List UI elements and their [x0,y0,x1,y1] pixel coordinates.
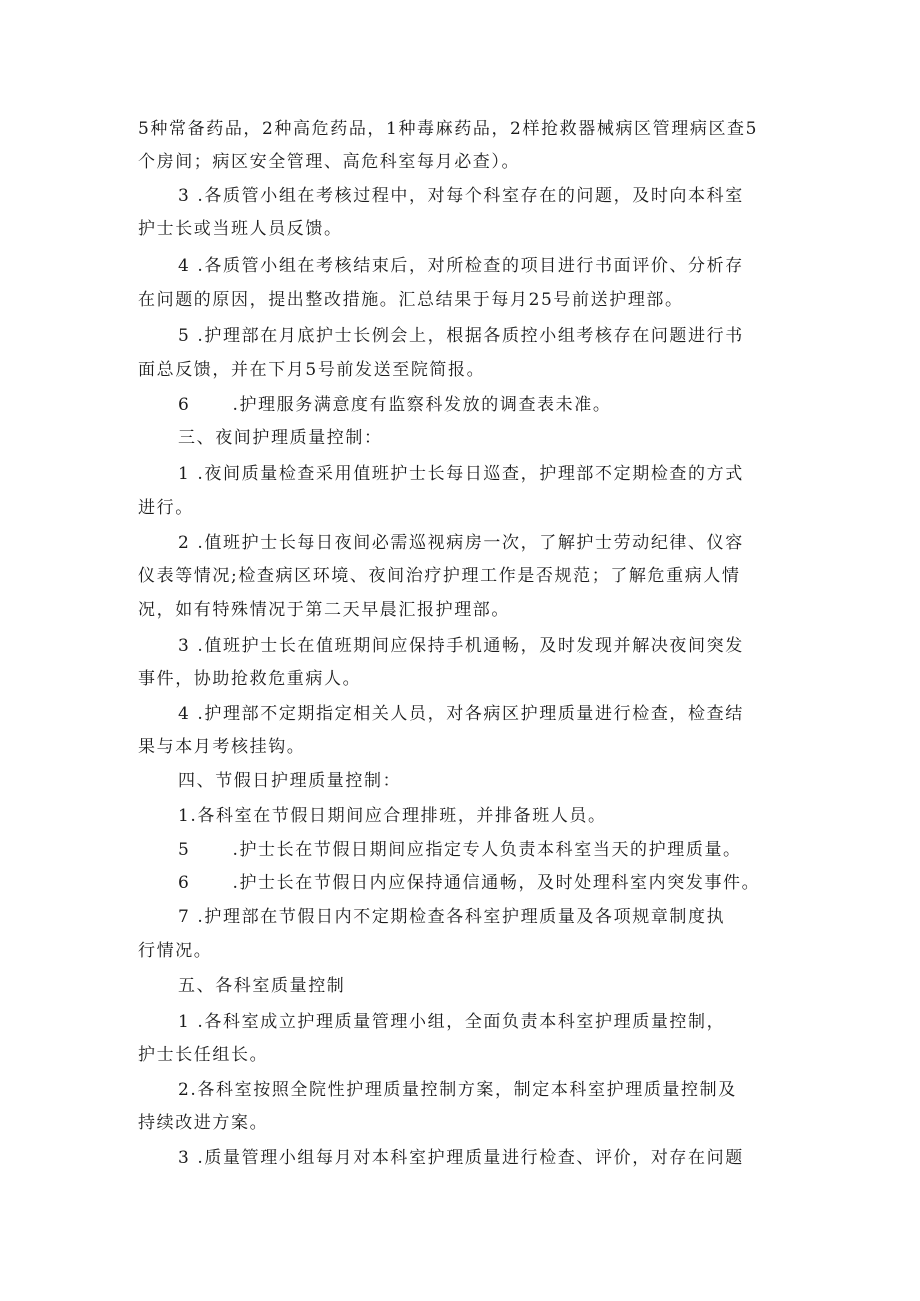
paragraph-line: 护士长任组长。 [138,1045,269,1065]
paragraph-line: 行情况。 [138,941,213,961]
paragraph-line: 1.各科室在节假日期间应合理排班，并排备班人员。 [178,806,607,826]
paragraph-line: 4 .护理部不定期指定相关人员，对各病区护理质量进行检查，检查结 [178,704,744,724]
paragraph-line: 2 .值班护士长每日夜间必需巡视病房一次，了解护士劳动纪律、仪容 [178,533,744,553]
paragraph-line: 2.各科室按照全院性护理质量控制方案，制定本科室护理质量控制及 [178,1080,737,1100]
paragraph-line: 况，如有特殊情况于第二天早晨汇报护理部。 [138,600,510,620]
paragraph-line: 仪表等情况;检查病区环境、夜间治疗护理工作是否规范；了解危重病人情 [138,566,741,586]
paragraph-line: 事件，协助抢救危重病人。 [138,669,362,689]
paragraph-line: 1 .各科室成立护理质量管理小组，全面负责本科室护理质量控制， [178,1012,726,1032]
paragraph-line: 3 .值班护士长在值班期间应保持手机通畅，及时发现并解决夜间突发 [178,636,744,656]
paragraph-line: 在问题的原因，提出整改措施。汇总结果于每月25号前送护理部。 [138,290,684,310]
paragraph-line: 4 .各质管小组在考核结束后，对所检查的项目进行书面评价、分析存 [178,256,744,276]
paragraph-line: 持续改进方案。 [138,1113,269,1133]
paragraph-line: 进行。 [138,498,194,518]
paragraph-line: 6 .护士长在节假日内应保持通信通畅，及时处理科室内突发事件。 [178,873,761,893]
paragraph-line: 1 .夜间质量检查采用值班护士长每日巡查，护理部不定期检查的方式 [178,464,744,484]
section-heading: 五、各科室质量控制 [178,976,346,996]
paragraph-line: 面总反馈，并在下月5号前发送至院简报。 [138,360,486,380]
paragraph-line: 3 .质量管理小组每月对本科室护理质量进行检查、评价，对存在问题 [178,1148,744,1168]
paragraph-line: 个房间；病区安全管理、高危科室每月必查）。 [138,152,521,172]
paragraph-line: 果与本月考核挂钩。 [138,737,306,757]
paragraph-line: 护士长或当班人员反馈。 [138,219,343,239]
paragraph-line: 6 .护理服务满意度有监察科发放的调查表未准。 [178,395,612,415]
paragraph-line: 7 .护理部在节假日内不定期检查各科室护理质量及各项规章制度执 [178,907,726,927]
paragraph-line: 5 .护理部在月底护士长例会上，根据各质控小组考核存在问题进行书 [178,326,744,346]
paragraph-line: 3 .各质管小组在考核过程中，对每个科室存在的问题，及时向本科室 [178,186,744,206]
section-heading: 三、夜间护理质量控制： [178,428,383,448]
section-heading: 四、节假日护理质量控制： [178,771,402,791]
paragraph-line: 5 .护士长在节假日期间应指定专人负责本科室当天的护理质量。 [178,840,742,860]
paragraph-line: 5种常备药品，2种高危药品，1种毒麻药品，2样抢救器械病区管理病区查5 [138,119,759,139]
